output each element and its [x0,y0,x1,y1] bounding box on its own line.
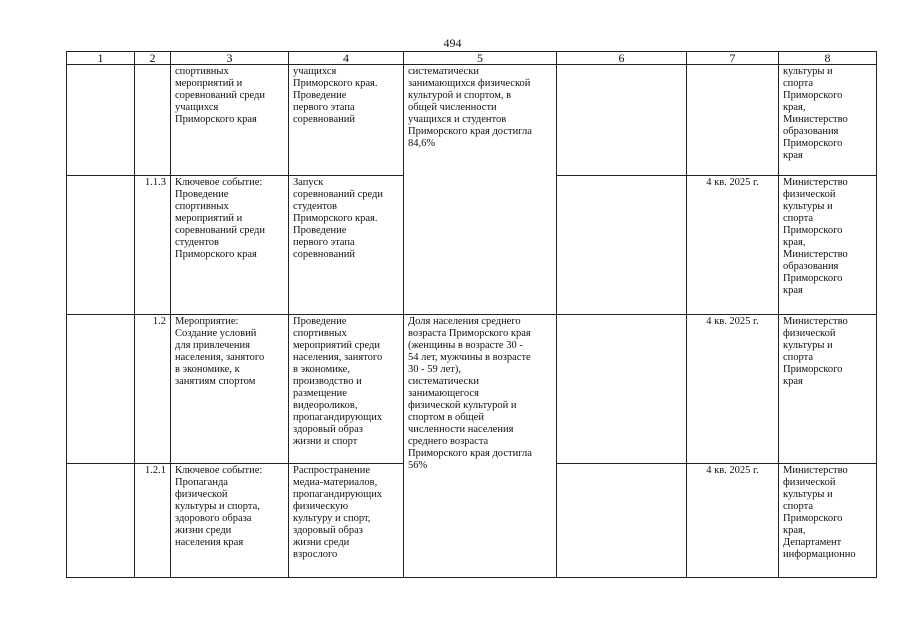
deadline: 4 кв. 2025 г. [687,464,779,578]
event-description: учащихся Приморского края. Проведение первого этапа соревнований [289,65,404,176]
event-name: Мероприятие: Создание условий для привлечения населения, занятого в экономике, к занятиям спортом [171,315,289,464]
row-col6 [557,315,687,464]
table-row [67,65,877,176]
responsible-party: Министерство физической культуры и спорта Приморского края, Министерство образования Приморского края [779,176,877,315]
row-col6 [557,176,687,315]
indicator-text: Доля населения среднего возраста Приморского края (женщины в возрасте 30 - 54 лет, мужчины в возрасте 30 - 59 лет), систематически занимающегося физической культурой и спортом в общей численности населения среднего возраста Приморского края достигла 56% [404,315,557,578]
column-header: 3 [171,52,289,65]
row-number [135,65,171,176]
event-description: Распространение медиа-материалов, пропагандирующих физическую культуру и спорт, здоровый образ жизни среди взрослого [289,464,404,578]
column-header: 7 [687,52,779,65]
responsible-party: культуры и спорта Приморского края, Министерство образования Приморского края [779,65,877,176]
column-number-header [67,52,877,65]
row-col1 [67,315,135,464]
page-number: 494 [443,36,462,50]
column-header: 5 [404,52,557,65]
responsible-party: Министерство физической культуры и спорта Приморского края [779,315,877,464]
column-header: 4 [289,52,404,65]
plan-table [66,51,877,578]
column-header: 2 [135,52,171,65]
row-col1 [67,176,135,315]
row-col6 [557,65,687,176]
table-row [67,315,877,464]
column-header: 1 [67,52,135,65]
row-number: 1.2.1 [135,464,171,578]
deadline [687,65,779,176]
column-header: 6 [557,52,687,65]
deadline: 4 кв. 2025 г. [687,315,779,464]
event-name: спортивных мероприятий и соревнований среди учащихся Приморского края [171,65,289,176]
row-col6 [557,464,687,578]
column-header: 8 [779,52,877,65]
event-description: Запуск соревнований среди студентов Приморского края. Проведение первого этапа соревнований [289,176,404,315]
event-description: Проведение спортивных мероприятий среди населения, занятого в экономике, производство и размещение видеороликов, пропагандирующих здоровый образ жизни и спорт [289,315,404,464]
row-col1 [67,464,135,578]
row-col1 [67,65,135,176]
row-number: 1.2 [135,315,171,464]
deadline: 4 кв. 2025 г. [687,176,779,315]
indicator-text: систематически занимающихся физической культурой и спортом, в общей численности учащихся и студентов Приморского края достигла 84,6% [404,65,557,315]
row-number: 1.1.3 [135,176,171,315]
responsible-party: Министерство физической культуры и спорта Приморского края, Департамент информационно [779,464,877,578]
event-name: Ключевое событие: Проведение спортивных мероприятий и соревнований среди студентов Приморского края [171,176,289,315]
event-name: Ключевое событие: Пропаганда физической культуры и спорта, здорового образа жизни среди населения края [171,464,289,578]
